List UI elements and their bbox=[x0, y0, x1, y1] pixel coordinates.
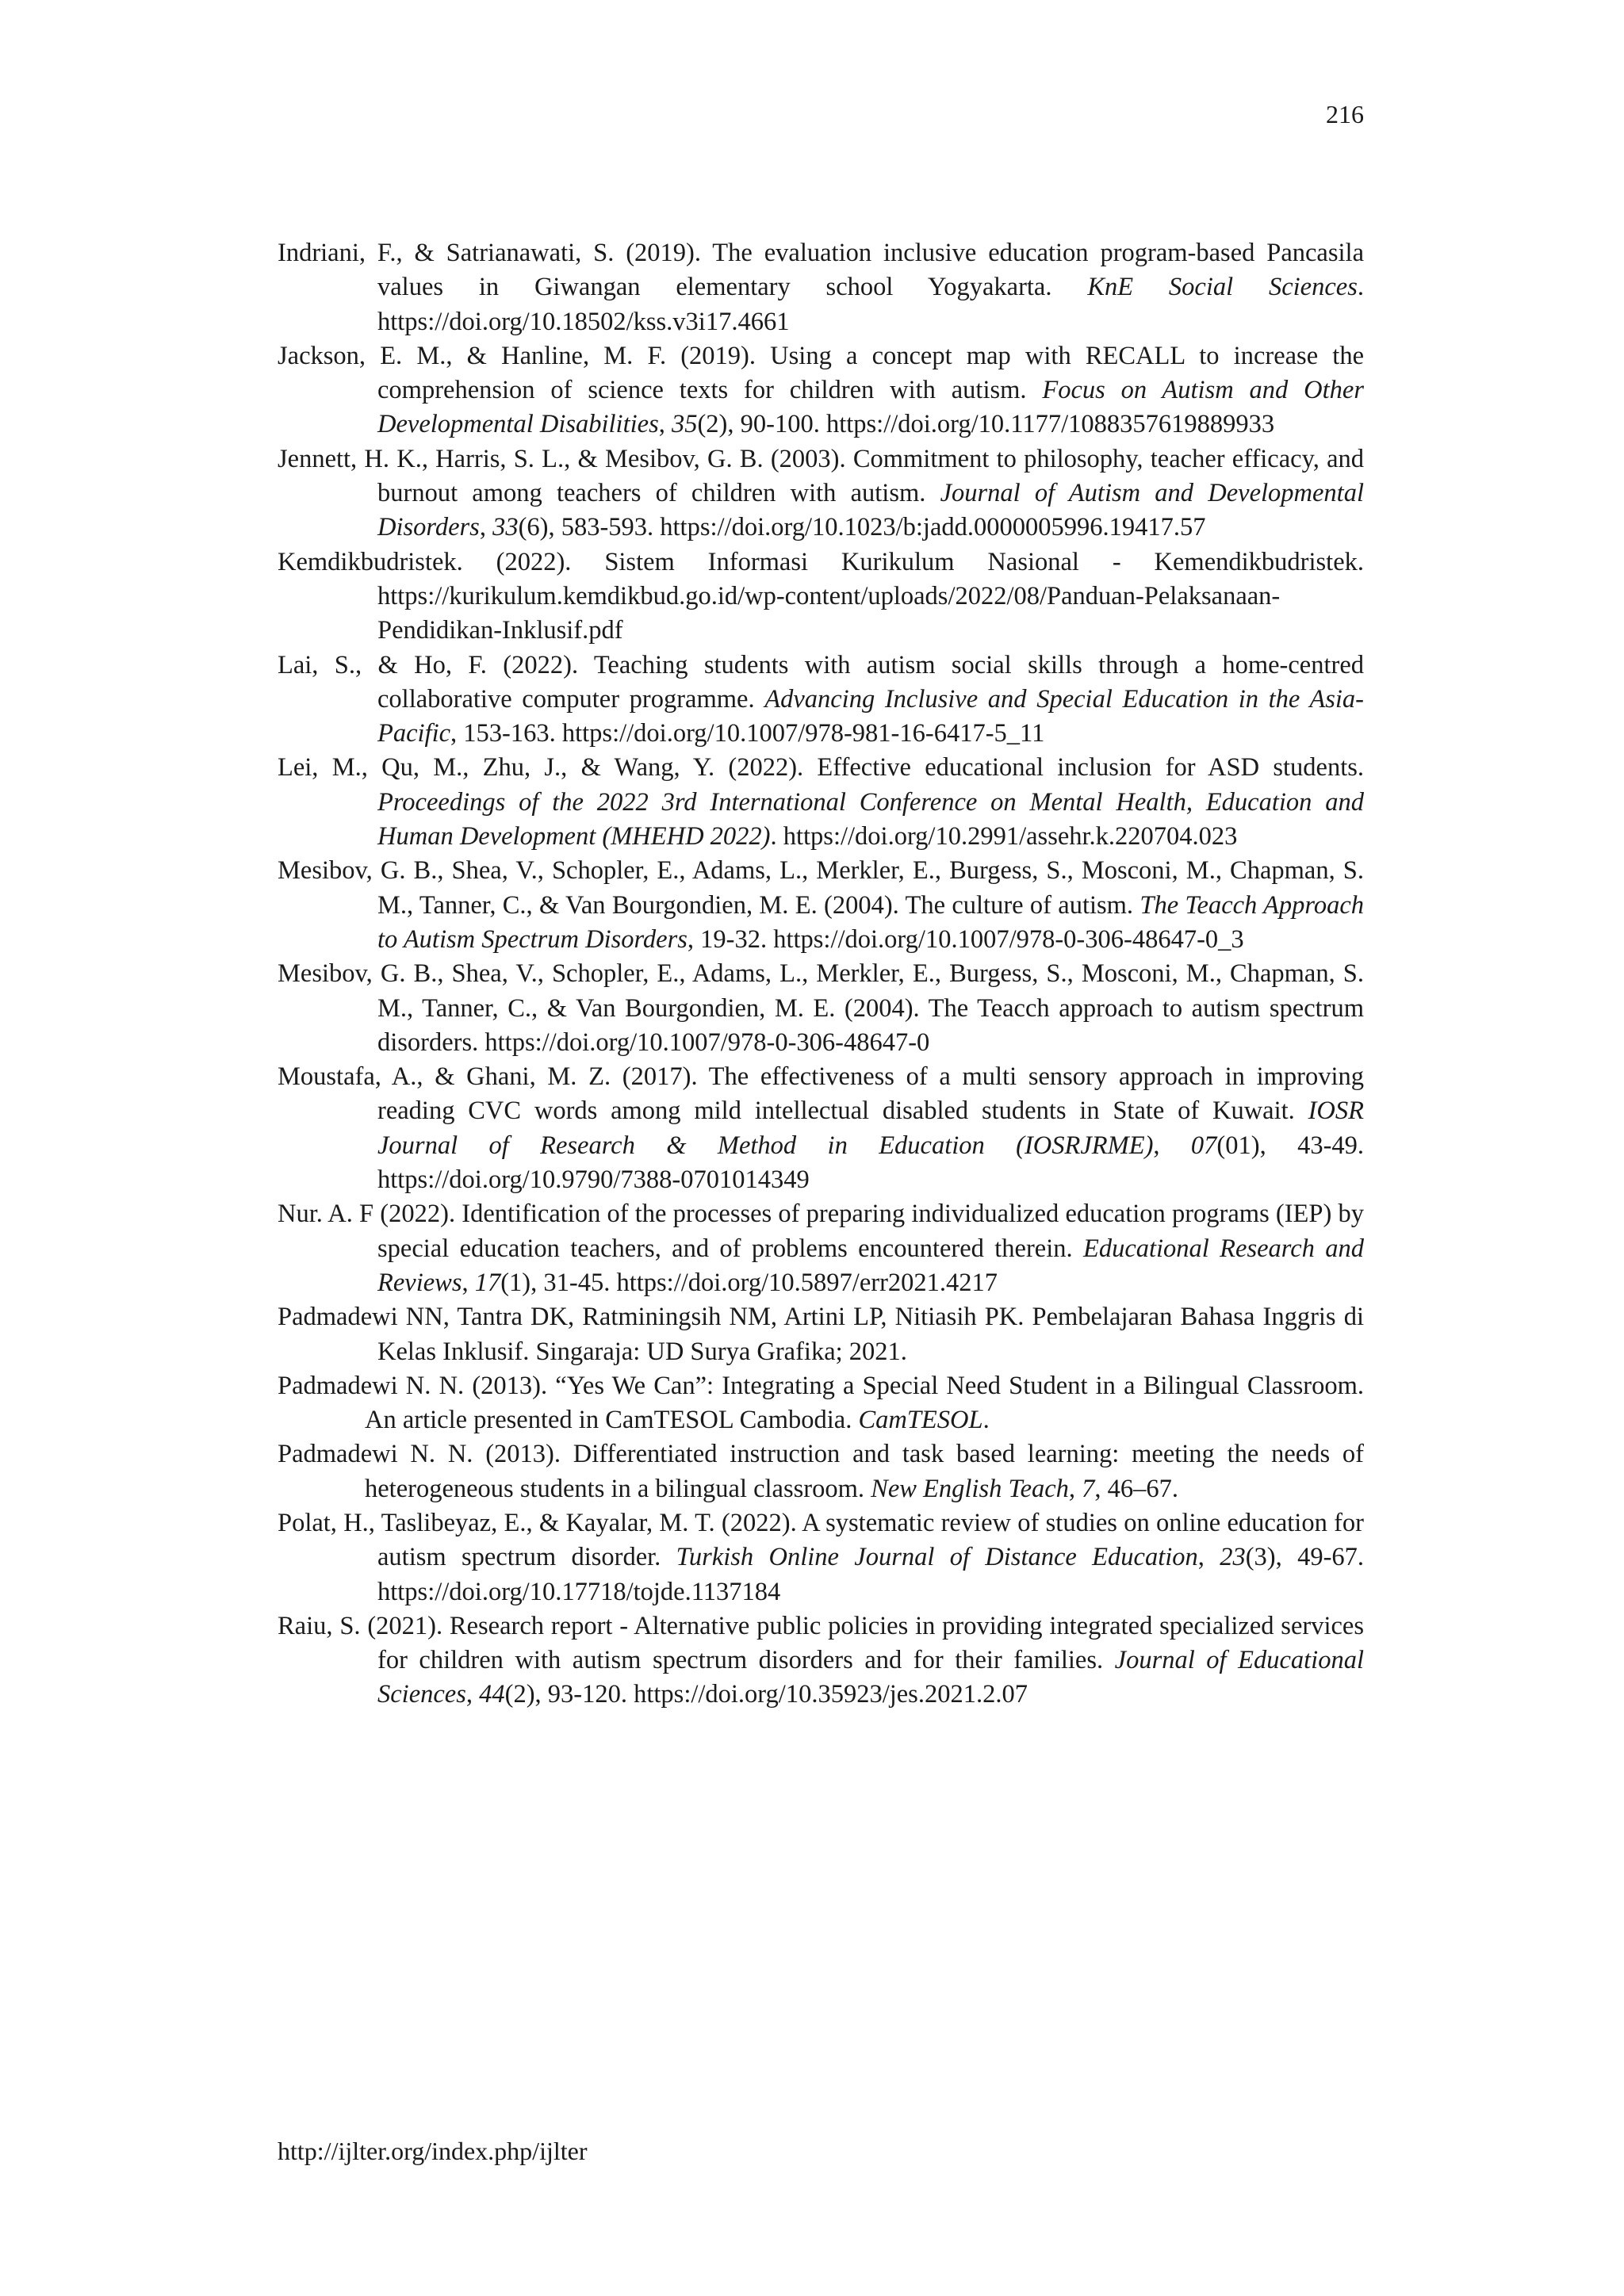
reference-item: Jennett, H. K., Harris, S. L., & Mesibov, G. B. (2003). Commitment to philosophy, teacher efficacy, and burnout among teachers of children with autism. Journal of Autism and Developmental Disorders, 33(6), 583-593. https://doi.org/10.1023/b:jadd.0000005996.19417.57 bbox=[278, 444, 1364, 542]
reference-item: Padmadewi N. N. (2013). Differentiated instruction and task based learning: meeting the needs of heterogeneous students in a bilingual classroom. New English Teach, 7, 46–67. bbox=[278, 1440, 1364, 1503]
reference-item: Mesibov, G. B., Shea, V., Schopler, E., Adams, L., Merkler, E., Burgess, S., Mosconi, M., Chapman, S. M., Tanner, C., & Van Bourgondien, M. E. (2004). The Teacch approach to autism spectrum disorders. https://doi.org/10.1007/978-0-306-48647-0 bbox=[278, 959, 1364, 1057]
reference-item: Polat, H., Taslibeyaz, E., & Kayalar, M. T. (2022). A systematic review of studies on online education for autism spectrum disorder. Turkish Online Journal of Distance Education, 23(3), 49-67. https://doi.org/10.17718/tojde.1137184 bbox=[278, 1508, 1365, 1606]
reference-item: Mesibov, G. B., Shea, V., Schopler, E., Adams, L., Merkler, E., Burgess, S., Mosconi, M., Chapman, S. M., Tanner, C., & Van Bourgondien, M. E. (2004). The culture of autism. The Teacch Approach to Autism Spectrum Disorders, 19-32. https://doi.org/10.1007/978-0-306-48647-0_3 bbox=[278, 856, 1364, 954]
reference-item: Kemdikbudristek. (2022). Sistem Informasi Kurikulum Nasional - Kemendikbudristek. https://kurikulum.kemdikbud.go.id/wp-content/uploads/2022/08/Panduan-Pelaksanaan-Pendidikan-Inklusif.pdf bbox=[278, 547, 1364, 645]
reference-item: Raiu, S. (2021). Research report - Alternative public policies in providing integrated specialized services for children with autism spectrum disorders and for their families. Journal of Educational Sciences, 44(2), 93-120. https://doi.org/10.35923/jes.2021.2.07 bbox=[278, 1611, 1364, 1709]
reference-item: Padmadewi NN, Tantra DK, Ratminingsih NM, Artini LP, Nitiasih PK. Pembelajaran Bahasa Inggris di Kelas Inklusif. Singaraja: UD Surya Grafika; 2021. bbox=[278, 1303, 1364, 1366]
reference-item: Lai, S., & Ho, F. (2022). Teaching students with autism social skills through a home-centred collaborative computer programme. Advancing Inclusive and Special Education in the Asia-Pacific, 153-163. https://doi.org/10.1007/978-981-16-6417-5_11 bbox=[278, 650, 1364, 748]
footer-url[interactable]: http://ijlter.org/index.php/ijlter bbox=[278, 2137, 588, 2165]
page-number: 216 bbox=[1326, 100, 1364, 128]
reference-item: Indriani, F., & Satrianawati, S. (2019). The evaluation inclusive education program-based Pancasila values in Giwangan elementary school Yogyakarta. KnE Social Sciences. https://doi.org/10.18502/kss.v3i17.4661 bbox=[278, 239, 1364, 336]
reference-item: Nur. A. F (2022). Identification of the processes of preparing individualized education programs (IEP) by special education teachers, and of problems encountered therein. Educational Research and Reviews, 17(1), 31-45. https://doi.org/10.5897/err2021.4217 bbox=[278, 1200, 1364, 1297]
reference-item: Jackson, E. M., & Hanline, M. F. (2019). Using a concept map with RECALL to increase the comprehension of science texts for children with autism. Focus on Autism and Other Developmental Disabilities, 35(2), 90-100. https://doi.org/10.1177/1088357619889933 bbox=[278, 341, 1364, 439]
reference-item: Lei, M., Qu, M., Zhu, J., & Wang, Y. (2022). Effective educational inclusion for ASD students. Proceedings of the 2022 3rd International Conference on Mental Health, Education and Human Development (MHEHD 2022). https://doi.org/10.2991/assehr.k.220704.023 bbox=[278, 753, 1364, 851]
reference-item: Padmadewi N. N. (2013). “Yes We Can”: Integrating a Special Need Student in a Bilingual Classroom. An article presented in CamTESOL Cambodia. CamTESOL. bbox=[278, 1371, 1364, 1435]
reference-list bbox=[278, 236, 1364, 1712]
reference-item: Moustafa, A., & Ghani, M. Z. (2017). The effectiveness of a multi sensory approach in improving reading CVC words among mild intellectual disabled students in State of Kuwait. IOSR Journal of Research & Method in Education (IOSRJRME), 07(01), 43-49. https://doi.org/10.9790/7388-0701014349 bbox=[278, 1062, 1365, 1195]
